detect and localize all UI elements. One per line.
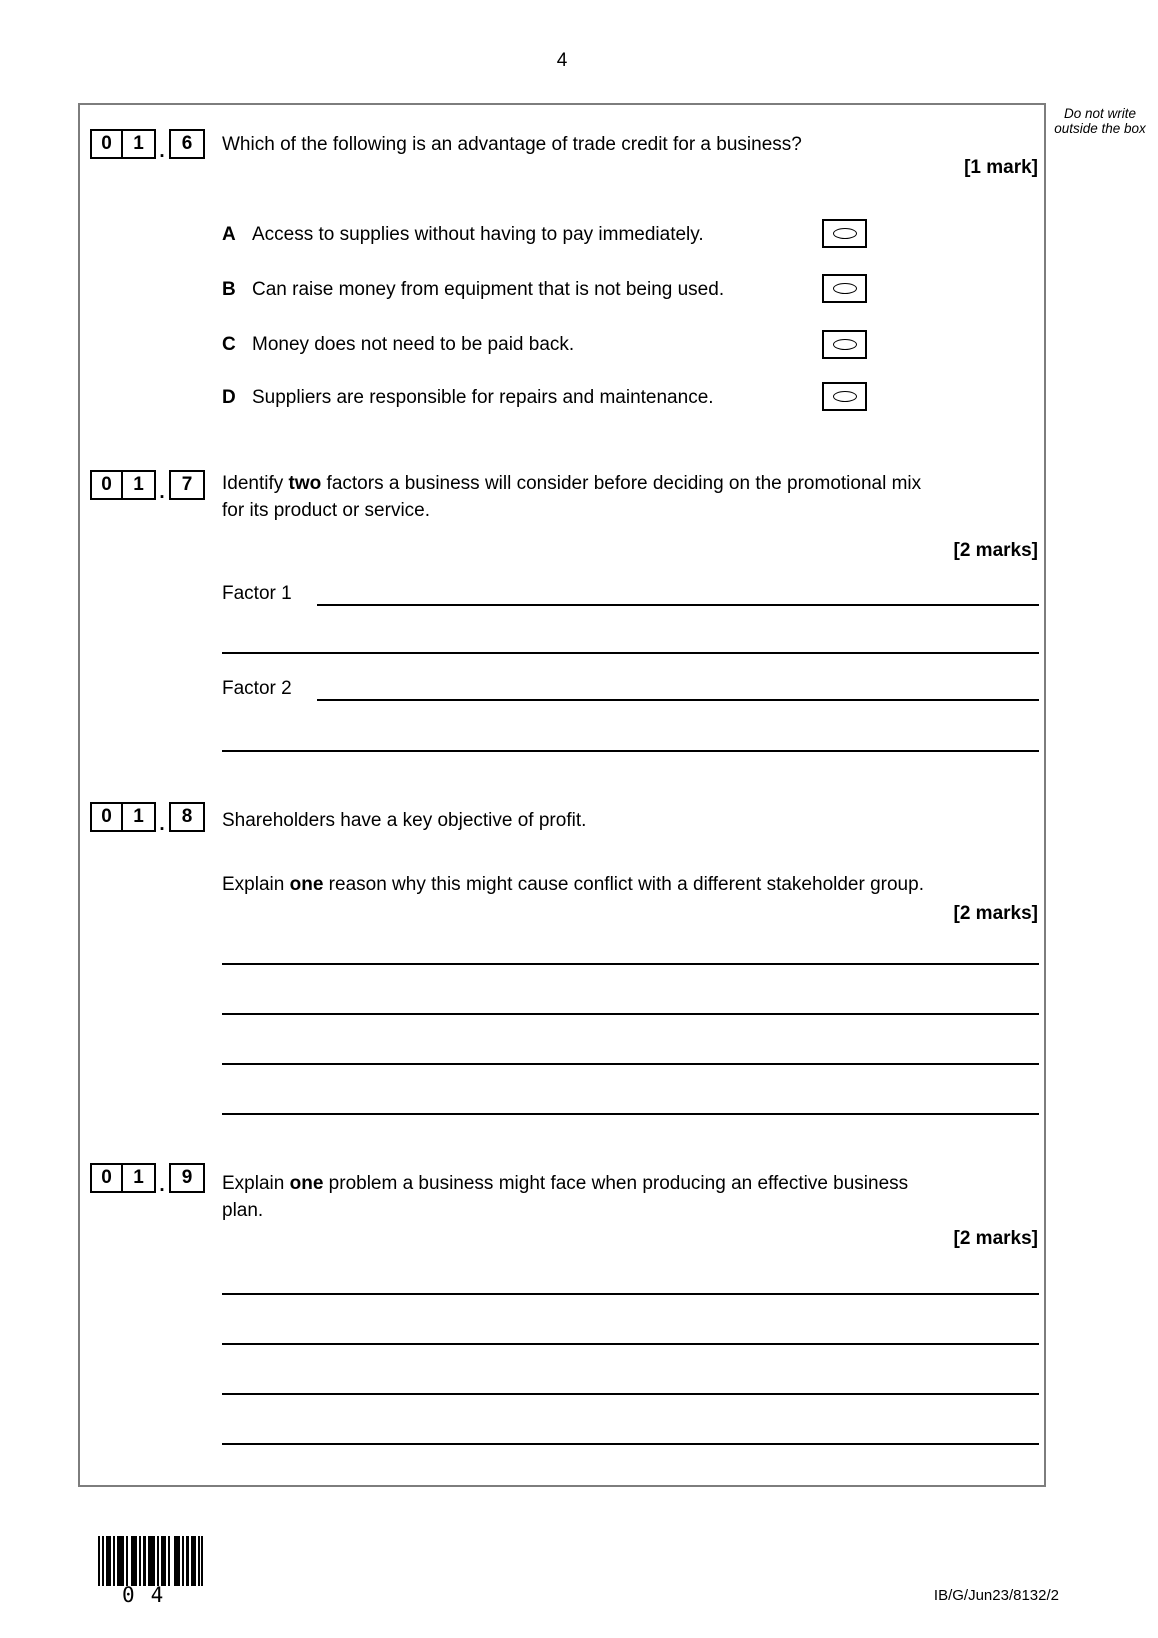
marks-label-01-7: [2 marks] (953, 540, 1038, 561)
option-text-d: Suppliers are responsible for repairs and maintenance. (252, 387, 714, 408)
digit-cell: 8 (169, 802, 205, 832)
barcode-digit: 4 (150, 1583, 164, 1607)
question-text-01-9: Explain one problem a business might face when producing an effective business plan. (222, 1173, 909, 1221)
answer-line[interactable] (222, 1443, 1039, 1445)
marks-label-01-6: [1 mark] (964, 157, 1038, 178)
digit-cell: 0 (90, 1163, 123, 1193)
option-letter-b: B (222, 279, 236, 300)
question-text-01-8: Explain one reason why this might cause conflict with a different stakeholder group. (222, 874, 924, 895)
answer-oval-icon (833, 339, 857, 350)
factor-1-answer-line[interactable] (317, 604, 1039, 606)
content-border-box (78, 103, 1046, 1487)
digit-cell: 1 (123, 1163, 156, 1193)
digit-separator: . (159, 141, 165, 162)
answer-oval-box-b[interactable] (822, 274, 867, 303)
paper-reference: IB/G/Jun23/8132/2 (933, 1587, 1059, 1604)
question-number-box-01-7 (90, 470, 205, 503)
answer-line[interactable] (222, 1393, 1039, 1395)
do-not-write-note: Do not write outside the box (1054, 106, 1146, 136)
digit-cell: 1 (123, 129, 156, 159)
option-text-c: Money does not need to be paid back. (252, 334, 575, 355)
digit-cell: 1 (123, 470, 156, 500)
answer-line[interactable] (222, 652, 1039, 654)
answer-line[interactable] (222, 1293, 1039, 1295)
option-letter-c: C (222, 334, 236, 355)
factor-2-answer-line[interactable] (317, 699, 1039, 701)
digit-separator: . (159, 1175, 165, 1196)
digit-cell: 0 (90, 802, 123, 832)
factor-1-label: Factor 1 (222, 583, 292, 604)
answer-line[interactable] (222, 1013, 1039, 1015)
digit-cell: 0 (90, 470, 123, 500)
answer-line[interactable] (222, 1113, 1039, 1115)
option-letter-d: D (222, 387, 236, 408)
answer-line[interactable] (222, 1343, 1039, 1345)
question-number-box-01-8 (90, 802, 205, 835)
option-letter-a: A (222, 224, 236, 245)
question-text-01-6: Which of the following is an advantage of trade credit for a business? (222, 134, 802, 155)
barcode-digit: 0 (122, 1583, 135, 1607)
option-text-b: Can raise money from equipment that is not being used. (252, 279, 725, 300)
marks-label-01-9: [2 marks] (953, 1228, 1038, 1249)
digit-cell: 1 (123, 802, 156, 832)
question-number-box-01-6 (90, 129, 205, 162)
answer-oval-icon (833, 228, 857, 239)
question-number-box-01-9 (90, 1163, 205, 1196)
answer-oval-box-c[interactable] (822, 330, 867, 359)
page-number: 4 (556, 50, 568, 71)
digit-separator: . (159, 482, 165, 503)
digit-separator: . (159, 814, 165, 835)
digit-cell: 9 (169, 1163, 205, 1193)
answer-oval-box-a[interactable] (822, 219, 867, 248)
factor-2-label: Factor 2 (222, 678, 292, 699)
answer-oval-icon (833, 283, 857, 294)
digit-cell: 7 (169, 470, 205, 500)
answer-line[interactable] (222, 1063, 1039, 1065)
statement-text-01-8: Shareholders have a key objective of profit. (222, 810, 587, 831)
answer-oval-icon (833, 391, 857, 402)
digit-cell: 6 (169, 129, 205, 159)
question-text-01-7: Identify two factors a business will consider before deciding on the promotional mix for its product or service. (222, 473, 922, 521)
marks-label-01-8: [2 marks] (953, 903, 1038, 924)
answer-line[interactable] (222, 963, 1039, 965)
option-text-a: Access to supplies without having to pay immediately. (252, 224, 704, 245)
digit-cell: 0 (90, 129, 123, 159)
answer-oval-box-d[interactable] (822, 382, 867, 411)
answer-line[interactable] (222, 750, 1039, 752)
barcode-digits (122, 1583, 163, 1607)
